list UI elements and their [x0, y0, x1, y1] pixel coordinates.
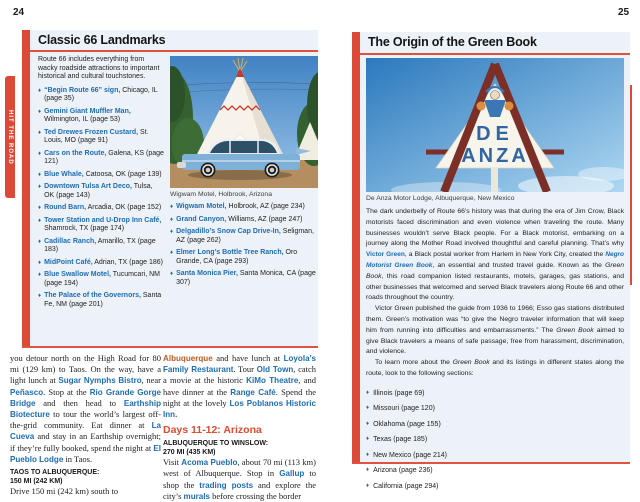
- landmark-name: Round Barn,: [44, 204, 87, 212]
- landmark-item: [170, 203, 318, 212]
- landmark-detail: St. Louis, MO (page 91): [44, 128, 149, 145]
- body-column-left: [10, 353, 161, 497]
- landmark-name: Elmer Long’s Bottle Tree Ranch,: [176, 249, 284, 256]
- green-book-text: [366, 207, 624, 497]
- landmark-name: “Begin Route 66” sign,: [44, 86, 121, 94]
- landmark-detail: Shamrock, TX (page 174): [44, 225, 125, 233]
- landmark-item: [38, 150, 164, 167]
- diamond-bullet-icon: ♦: [366, 482, 370, 489]
- diamond-bullet-icon: ♦: [38, 150, 42, 157]
- state-label: California (page 294): [373, 482, 439, 490]
- landmark-name: Santa Monica Pier,: [176, 270, 238, 277]
- landmark-name: Blue Swallow Motel,: [44, 271, 111, 279]
- state-item: [366, 466, 624, 476]
- landmark-item: [38, 171, 164, 180]
- green-book-box-title: The Origin of the Green Book: [368, 35, 537, 49]
- landmark-name: Gemini Giant Muffler Man,: [44, 107, 131, 115]
- landmark-item: [38, 238, 164, 255]
- diamond-bullet-icon: ♦: [366, 420, 370, 427]
- landmark-detail: Williams, AZ (page 247): [228, 215, 303, 223]
- landmark-item: [38, 204, 164, 213]
- landmark-detail: Holbrook, AZ (page 234): [228, 203, 305, 210]
- landmark-detail: Wilmington, IL (page 53): [44, 116, 121, 124]
- landmark-text: [44, 238, 164, 255]
- green-book-box: [352, 32, 630, 490]
- page-number-right: 25: [618, 7, 630, 18]
- box-accent-bar: [22, 30, 30, 346]
- page-number-left: 24: [13, 7, 25, 18]
- route-subhead-line: 270 MI (435 KM): [163, 449, 216, 457]
- landmark-item: [38, 87, 164, 104]
- landmark-item: [170, 216, 318, 225]
- green-book-paragraph: Victor Green published the guide from 1936 to 1966; Esso gas stations distributed them. Green’s motivation was “to give the Negro traveler information that will keep him from running into difficulties and embarrassments.” The Green Book aimed to give Black travelers a means of safe passage, free from harassment, discrimination, and violence.: [366, 305, 625, 356]
- diamond-bullet-icon: ♦: [170, 204, 174, 210]
- landmark-text: [44, 217, 164, 234]
- landmark-text: [44, 87, 164, 104]
- body-paragraph: you detour north on the High Road for 80 mi (129 km) to Taos. On the way, have a light lunch at Sugar Nymphs Bistro, near Peñasco. Stop at the Rio Grande Gorge Bridge and then head to Earthship Biotecture to tour the world’s largest off-the-grid community. Eat dinner at La Cueva and stay in an Earthship overnight; if they’re fully booked, spend the night at El Pueblo Lodge in Taos.: [10, 353, 162, 464]
- landmark-detail: Oro Grande, CA (page 293): [176, 249, 298, 265]
- diamond-bullet-icon: ♦: [170, 250, 174, 256]
- landmarks-box-title: Classic 66 Landmarks: [38, 33, 166, 47]
- diamond-bullet-icon: ♦: [38, 217, 42, 224]
- hit-the-road-edge-tab: [5, 76, 15, 198]
- landmark-name: Blue Whale,: [44, 170, 84, 178]
- days-heading: Days 11-12: Arizona: [163, 424, 262, 437]
- landmark-item: [38, 259, 164, 268]
- state-item: [366, 420, 624, 430]
- landmarks-column-1: [38, 56, 164, 313]
- route-subhead-line: ALBUQUERQUE TO WINSLOW:: [163, 440, 269, 448]
- route-subhead: [10, 468, 161, 486]
- box-accent-bar: [352, 32, 360, 462]
- route-subhead: [163, 439, 316, 457]
- landmark-detail: Santa Monica, CA (page 307): [176, 270, 316, 286]
- wigwam-motel-photo: [170, 56, 318, 188]
- diamond-bullet-icon: ♦: [170, 271, 174, 277]
- landmark-name: Grand Canyon,: [176, 215, 227, 223]
- state-label: Oklahoma (page 155): [373, 420, 441, 428]
- diamond-bullet-icon: ♦: [38, 272, 42, 279]
- landmark-text: [44, 271, 164, 288]
- title-rule: [30, 50, 318, 52]
- landmark-name: The Palace of the Governors,: [44, 292, 141, 300]
- landmark-detail: Arcadia, OK (page 152): [87, 204, 162, 212]
- state-item: [366, 435, 624, 445]
- landmark-detail: Galena, KS (page 121): [44, 149, 164, 166]
- route-subhead-line: TAOS TO ALBUQUERQUE:: [10, 469, 100, 477]
- state-label: New Mexico (page 214): [373, 451, 447, 459]
- diamond-bullet-icon: ♦: [38, 129, 42, 136]
- green-book-paragraph: To learn more about the Green Book and its listings in different states along the route, look to the following sections:: [366, 359, 624, 377]
- landmark-text: [44, 204, 161, 213]
- route-subhead-line: 150 MI (242 KM): [10, 478, 63, 486]
- diamond-bullet-icon: ♦: [366, 405, 370, 412]
- landmark-name: MidPoint Café,: [44, 258, 93, 266]
- diamond-bullet-icon: ♦: [38, 259, 42, 266]
- diamond-bullet-icon: ♦: [366, 451, 370, 458]
- landmark-name: Cadillac Ranch,: [44, 237, 97, 245]
- landmark-detail: Seligman, AZ (page 262): [176, 228, 314, 244]
- landmark-text: [176, 203, 305, 212]
- landmark-item: [170, 249, 318, 266]
- landmark-name: Wigwam Motel,: [176, 203, 227, 210]
- landmark-text: [176, 228, 318, 245]
- state-item: [366, 482, 624, 492]
- diamond-bullet-icon: ♦: [38, 108, 42, 115]
- landmark-item: [38, 183, 164, 200]
- landmark-detail: Amarillo, TX (page 183): [44, 237, 156, 254]
- wigwam-photo-caption: Wigwam Motel, Holbrook, Arizona: [170, 191, 272, 198]
- landmark-detail: Adrian, TX (page 186): [94, 258, 163, 266]
- landmark-text: [44, 150, 164, 167]
- diamond-bullet-icon: ♦: [38, 87, 42, 94]
- green-book-paragraph: The dark underbelly of Route 66’s history was that during the era of Jim Crow, Black motorists faced discrimination and even violence when traveling the route. Many businesses wouldn’t serve Black people. For a Black motorist, embarking on a journey along the Mother Road involved thoughtful and careful planning. That’s why Victor Green, a Black postal worker from Harlem in New York City, created the Negro Motorist Green Book, an essential and trusted travel guide. Known as the Green Book, this road companion listed restaurants, motels, garages, gas stations, and other businesses that welcomed and served Black travelers along Route 66 and other roads throughout the country.: [366, 208, 625, 302]
- diamond-bullet-icon: ♦: [38, 238, 42, 245]
- landmark-text: [44, 108, 164, 125]
- de-anza-sign-word: DE: [476, 123, 514, 145]
- de-anza-photo: [366, 58, 624, 192]
- landmark-name: Delgadillo’s Snow Cap Drive-In,: [176, 228, 281, 235]
- landmark-item: [38, 217, 164, 234]
- body-paragraph: Visit Acoma Pueblo, about 70 mi (113 km) west of Albuquerque. Stop in Gallup to shop the trading posts and explore the city’s murals before crossing the border: [163, 457, 316, 501]
- state-item: [366, 389, 624, 399]
- landmark-text: [176, 249, 318, 266]
- diamond-bullet-icon: ♦: [170, 216, 174, 223]
- diamond-bullet-icon: ♦: [366, 436, 370, 443]
- landmark-text: [44, 292, 164, 309]
- diamond-bullet-icon: ♦: [38, 171, 42, 178]
- title-rule: [360, 53, 630, 55]
- state-label: Texas (page 185): [373, 436, 428, 444]
- landmark-item: [38, 271, 164, 288]
- landmark-name: Tower Station and U-Drop Inn Café,: [44, 216, 162, 224]
- landmarks-column-2: [170, 56, 318, 291]
- landmark-name: Cars on the Route,: [44, 149, 107, 157]
- landmark-text: [176, 270, 318, 287]
- diamond-bullet-icon: ♦: [38, 184, 42, 191]
- landmark-detail: Chicago, IL (page 35): [44, 86, 158, 103]
- landmark-name: Downtown Tulsa Art Deco,: [44, 183, 132, 191]
- states-list: [366, 389, 624, 492]
- state-item: [366, 404, 624, 414]
- landmark-detail: Tulsa, OK (page 143): [44, 183, 153, 199]
- body-paragraph: Drive 150 mi (242 km) south to: [10, 486, 119, 497]
- diamond-bullet-icon: ♦: [170, 229, 174, 235]
- landmark-text: [44, 183, 164, 200]
- diamond-bullet-icon: ♦: [38, 293, 42, 300]
- landmarks-intro: Route 66 includes everything from wacky roadside attractions to important historical and cultural touchstones.: [38, 56, 160, 81]
- landmark-text: [44, 171, 162, 180]
- landmark-text: [44, 129, 164, 146]
- landmark-text: [176, 216, 302, 225]
- landmark-text: [44, 259, 163, 268]
- body-paragraph: Albuquerque and have lunch at Loyola’s Family Restaurant. Tour Old Town, catch a movie at the historic KiMo Theatre, and have dinner at the Range Café. Spend the night at the lovely Los Poblanos Historic Inn.: [163, 353, 317, 420]
- state-item: [366, 451, 624, 461]
- diamond-bullet-icon: ♦: [38, 205, 42, 212]
- landmark-item: [38, 129, 164, 146]
- state-label: Illinois (page 69): [373, 389, 425, 397]
- landmark-name: Ted Drewes Frozen Custard,: [44, 128, 139, 136]
- body-column-right: [163, 353, 316, 502]
- landmark-item: [38, 292, 164, 309]
- landmark-item: [38, 108, 164, 125]
- diamond-bullet-icon: ♦: [366, 467, 370, 474]
- landmarks-list-col1: [38, 87, 164, 310]
- edge-tab-label: HIT THE ROAD: [7, 109, 13, 165]
- landmark-item: [170, 228, 318, 245]
- landmark-detail: Santa Fe, NM (page 201): [44, 292, 162, 308]
- landmark-detail: Catoosa, OK (page 139): [85, 170, 162, 178]
- de-anza-sign-word: ANZA: [461, 145, 529, 167]
- landmarks-box: [22, 30, 318, 348]
- landmark-item: [170, 270, 318, 287]
- de-anza-photo-caption: De Anza Motor Lodge, Albuquerque, New Mexico: [366, 195, 515, 202]
- diamond-bullet-icon: ♦: [366, 389, 370, 396]
- landmark-detail: Tucumcari, NM (page 194): [44, 271, 160, 287]
- state-label: Arizona (page 236): [373, 467, 433, 475]
- state-label: Missouri (page 120): [373, 405, 435, 413]
- landmarks-list-col2: [170, 203, 318, 287]
